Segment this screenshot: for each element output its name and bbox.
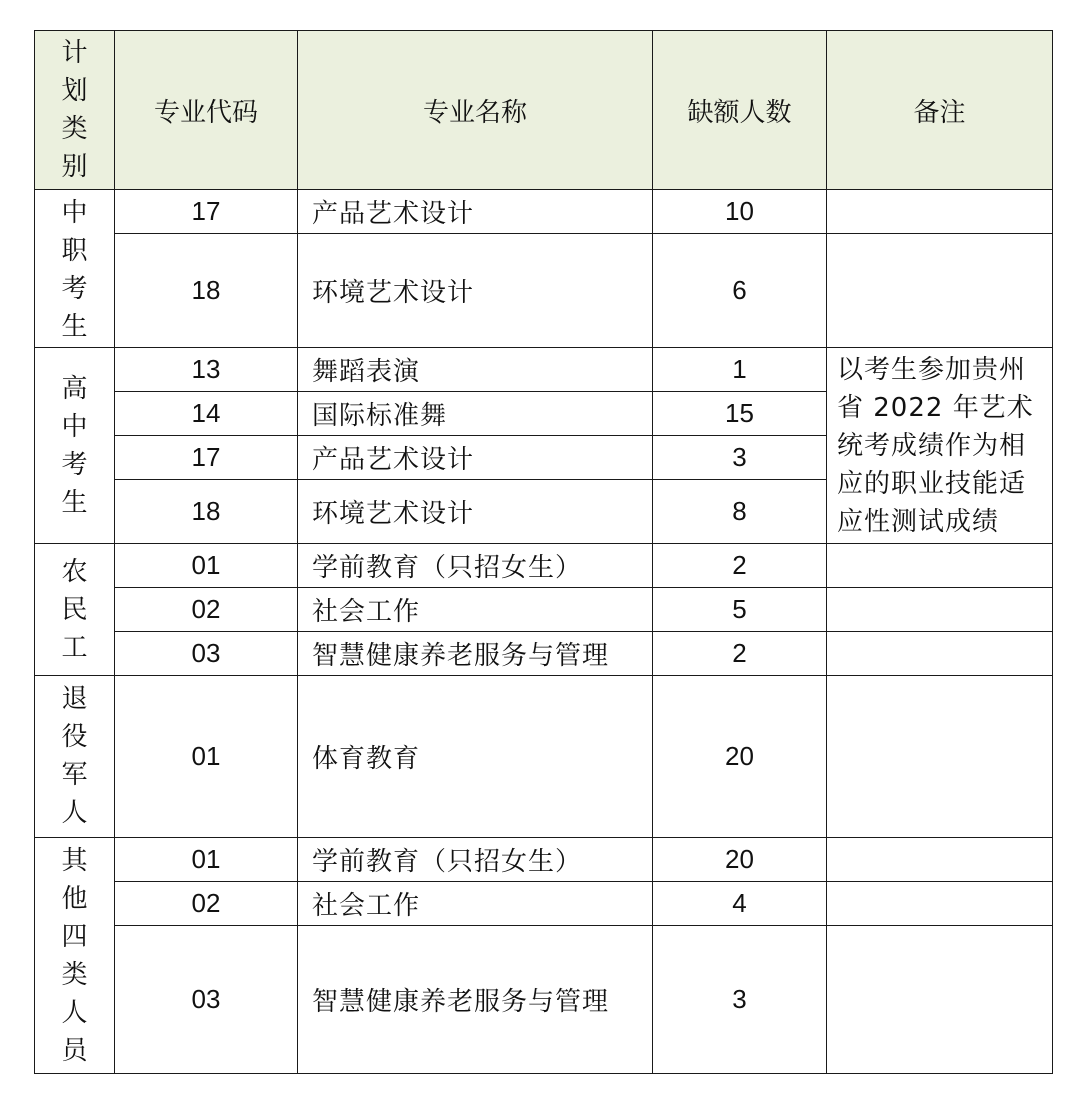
header-category: 计划类别 xyxy=(35,31,115,190)
count-cell: 20 xyxy=(653,676,827,838)
count-cell: 2 xyxy=(653,544,827,588)
table-row xyxy=(35,926,1053,1074)
name-cell: 智慧健康养老服务与管理 xyxy=(298,632,653,676)
table-header xyxy=(35,31,1053,190)
code-cell: 17 xyxy=(115,190,298,234)
count-cell: 4 xyxy=(653,882,827,926)
count-cell: 6 xyxy=(653,234,827,348)
vacancy-table xyxy=(34,30,1053,1074)
code-cell: 02 xyxy=(115,588,298,632)
category-cell: 退役军人 xyxy=(35,676,115,838)
header-note: 备注 xyxy=(827,31,1053,190)
code-cell: 03 xyxy=(115,926,298,1074)
header-name: 专业名称 xyxy=(298,31,653,190)
category-cell: 中职考生 xyxy=(35,190,115,348)
table-row xyxy=(35,190,1053,234)
table-row xyxy=(35,234,1053,348)
name-cell: 学前教育（只招女生） xyxy=(298,544,653,588)
name-cell: 学前教育（只招女生） xyxy=(298,838,653,882)
note-cell xyxy=(827,190,1053,234)
count-cell: 8 xyxy=(653,480,827,544)
count-cell: 2 xyxy=(653,632,827,676)
code-cell: 03 xyxy=(115,632,298,676)
table-row xyxy=(35,544,1053,588)
category-cell: 高中考生 xyxy=(35,348,115,544)
code-cell: 02 xyxy=(115,882,298,926)
count-cell: 3 xyxy=(653,436,827,480)
name-cell: 国际标准舞 xyxy=(298,392,653,436)
note-cell xyxy=(827,882,1053,926)
code-cell: 18 xyxy=(115,480,298,544)
name-cell: 环境艺术设计 xyxy=(298,234,653,348)
table-body xyxy=(35,190,1053,1074)
code-cell: 17 xyxy=(115,436,298,480)
table-row xyxy=(35,882,1053,926)
count-cell: 3 xyxy=(653,926,827,1074)
table-row xyxy=(35,676,1053,838)
table-row xyxy=(35,348,1053,392)
table-row xyxy=(35,588,1053,632)
header-count: 缺额人数 xyxy=(653,31,827,190)
code-cell: 01 xyxy=(115,838,298,882)
code-cell: 14 xyxy=(115,392,298,436)
note-cell xyxy=(827,838,1053,882)
count-cell: 15 xyxy=(653,392,827,436)
table-row xyxy=(35,632,1053,676)
name-cell: 社会工作 xyxy=(298,882,653,926)
note-cell: 以考生参加贵州省 2022 年艺术统考成绩作为相应的职业技能适应性测试成绩 xyxy=(827,348,1053,544)
code-cell: 01 xyxy=(115,676,298,838)
name-cell: 舞蹈表演 xyxy=(298,348,653,392)
header-code: 专业代码 xyxy=(115,31,298,190)
code-cell: 01 xyxy=(115,544,298,588)
name-cell: 体育教育 xyxy=(298,676,653,838)
note-cell xyxy=(827,544,1053,588)
code-cell: 13 xyxy=(115,348,298,392)
table-row xyxy=(35,838,1053,882)
note-cell xyxy=(827,234,1053,348)
name-cell: 社会工作 xyxy=(298,588,653,632)
note-cell xyxy=(827,676,1053,838)
name-cell: 产品艺术设计 xyxy=(298,436,653,480)
count-cell: 20 xyxy=(653,838,827,882)
count-cell: 10 xyxy=(653,190,827,234)
count-cell: 5 xyxy=(653,588,827,632)
count-cell: 1 xyxy=(653,348,827,392)
vacancy-table-container xyxy=(34,30,1052,1074)
category-cell: 其他四类人员 xyxy=(35,838,115,1074)
name-cell: 产品艺术设计 xyxy=(298,190,653,234)
note-cell xyxy=(827,588,1053,632)
category-cell: 农民工 xyxy=(35,544,115,676)
note-cell xyxy=(827,632,1053,676)
name-cell: 环境艺术设计 xyxy=(298,480,653,544)
note-cell xyxy=(827,926,1053,1074)
name-cell: 智慧健康养老服务与管理 xyxy=(298,926,653,1074)
code-cell: 18 xyxy=(115,234,298,348)
header-row xyxy=(35,31,1053,190)
